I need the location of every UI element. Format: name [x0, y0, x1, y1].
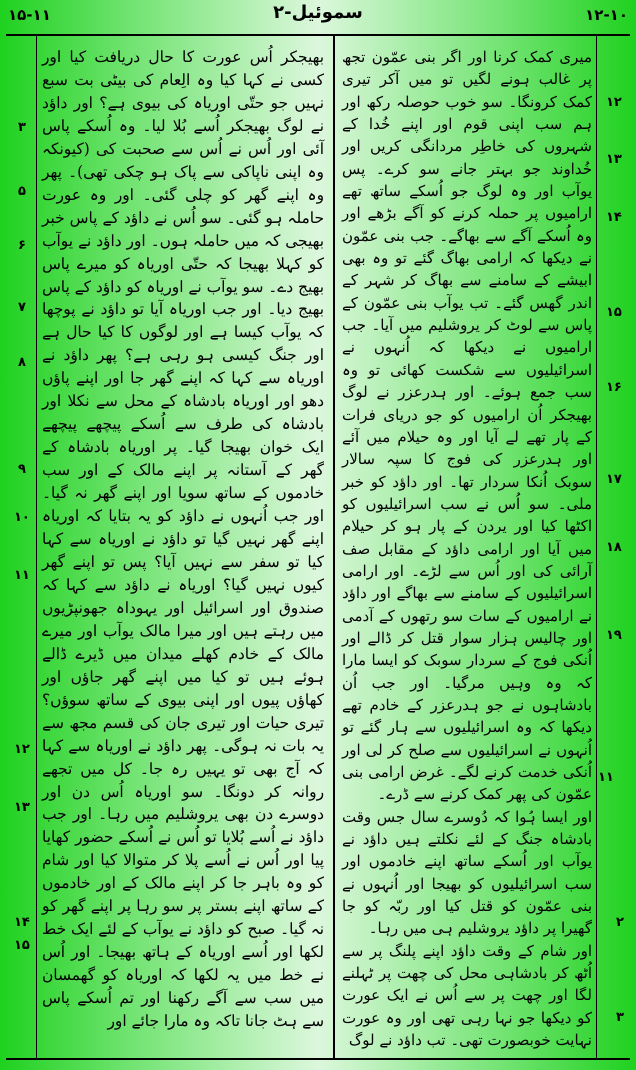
verse-number: ۱۴ — [606, 210, 622, 225]
verse-number: ۱۳ — [606, 152, 622, 167]
verse-number: ۳ — [616, 1010, 624, 1025]
right-text-column — [342, 46, 592, 1051]
footer-rule — [6, 1058, 630, 1060]
header-rule — [6, 34, 630, 36]
verse-number: ۱۶ — [606, 380, 622, 395]
verse-number: ۲ — [616, 915, 624, 930]
verse-number: ۱۹ — [606, 628, 622, 643]
paragraph: اور ایسا ہُوا کہ دُوسرے سال جس وقت بادشاہ جنگ کے لئے نکلتے ہیں داؤد نے یوآب اور اُسکے ساتھ اپنے خادموں اور سب اسرائیلیوں کو بھیجا اور اُنہوں نے بنی عمّون کو قتل کیا اور ربّہ کو جا گھیرا پر داؤد یروشلیم ہی میں رہا۔ — [342, 807, 592, 938]
verse-number: ۸ — [18, 355, 26, 370]
page-header — [0, 0, 636, 38]
book-title: ۲-سموئیل — [273, 2, 363, 23]
verse-number: ۱۱ — [14, 568, 30, 583]
left-text-column — [42, 46, 324, 1033]
chapter-marker: ۱۱ — [598, 770, 614, 785]
verse-number: ۷ — [18, 300, 26, 315]
verse-number: ۱۰ — [14, 510, 30, 525]
paragraph: اور شام کے وقت داؤد اپنے پلنگ پر سے اُٹھ کر بادشاہی محل کی چھت پر ٹہلنے لگا اور چھت پر سے اُس نے ایک عورت کو دیکھا جو نہا رہی تھی اور وہ عورت نہایت خوبصورت تھی۔ تب داؤد نے لوگ — [342, 941, 592, 1050]
verse-number: ۶ — [18, 238, 26, 253]
verse-number: ۱۳ — [14, 800, 30, 815]
paragraph: بھیجکر اُس عورت کا حال دریافت کیا اور کسی نے کہا کیا وہ الِعام کی بیٹی بت سبع نہیں جو حتّی اوریاہ کی بیوی ہے؟ اور داؤد نے لوگ بھیجکر اُسے بُلا لیا۔ وہ اُسکے پاس آئی اور اُس نے اُس سے صحبت کی (کیونکہ وہ اپنی ناپاکی سے پاک ہو چکی تھی)۔ پھر وہ اپنے گھر کو چلی گئی۔ اور وہ عورت حاملہ ہو گئی۔ سو اُس نے داؤد کے پاس خبر بھیجی کہ میں حاملہ ہوں۔ اور داؤد نے یوآب کو کہلا بھیجا کہ حتّی اوریاہ کو میرے پاس بھیج دے۔ سو یوآب نے اوریاہ کو داؤد کے پاس بھیج دیا۔ اور جب اوریاہ آیا تو داؤد نے پوچھا کہ یوآب کیسا ہے اور لوگوں کا کیا حال ہے اور جنگ کیسی ہو رہی ہے؟ پھر داؤد نے اوریاہ سے کہا کہ اپنے گھر جا اور اپنے پاؤں دھو اور اوریاہ بادشاہ کے محل سے نکلا اور بادشاہ کی طرف سے اُسکے پیچھے پیچھے ایک خوان بھیجا گیا۔ پر اوریاہ بادشاہ کے گھر کے آستانہ پر اپنے مالک کے اور سب خادموں کے ساتھ سویا اور اپنے گھر نہ گیا۔ اور جب اُنہوں نے داؤد کو یہ بتایا کہ اوریاہ اپنے گھر نہیں گیا تو داؤد نے اوریاہ سے کہا کیا تو سفر سے نہیں آیا؟ پس تو اپنے گھر کیوں نہیں گیا؟ اوریاہ نے داؤد سے کہا کہ صندوق اور اسرائیل اور یہوداہ جھونپڑیوں میں رہتے ہیں اور میرا مالک یوآب اور میرے مالک کے خادم کھلے میدان میں ڈیرے ڈالے ہوئے ہیں تو کیا میں اپنے گھر جاؤں اور کھاؤں پیوں اور اپنی بیوی کے ساتھ سوؤں؟ تیری حیات اور تیری جان کی قسم مجھ سے یہ بات نہ ہوگی۔ پھر داؤد نے اوریاہ سے کہا کہ آج بھی تو یہیں رہ جا۔ کل میں تجھے روانہ کر دونگا۔ سو اوریاہ اُس دن اور دوسرے دن بھی یروشلیم میں رہا۔ اور جب داؤد نے اُسے بُلایا تو اُس نے اُسکے حضور کھایا پیا اور اُس نے اُسے پلا کر متوالا کیا اور شام کو وہ باہر جا کر اپنے مالک کے اور خادموں کے ساتھ اپنے بستر پر سو رہا پر اپنے گھر کو نہ گیا۔ صبح کو داؤد نے یوآب کے لئے ایک خط لکھا اور اُسے اوریاہ کے ہاتھ بھیجا۔ اور اُس نے خط میں یہ لکھا کہ اوریاہ کو گھمسان میں سب سے آگے رکھنا اور تم اُسکے پاس سے ہٹ جانا تاکہ وہ مارا جائے اور — [42, 48, 324, 1031]
verse-number: ۱۵ — [606, 305, 622, 320]
page-range-left: ۱۵-۱۱ — [8, 6, 51, 24]
verse-number: ۱۲ — [606, 95, 622, 110]
verse-number: ۹ — [18, 462, 26, 477]
verse-number: ۵ — [18, 184, 26, 199]
left-margin-rule — [36, 36, 37, 1058]
verse-number: ۱۲ — [14, 742, 30, 757]
column-divider — [333, 36, 335, 1058]
verse-number: ۳ — [18, 120, 26, 135]
paragraph: میری کمک کرنا اور اگر بنی عمّون تجھ پر غالب ہونے لگیں تو میں آکر تیری کمک کرونگا۔ سو خوب حوصلہ رکھ اور ہم سب اپنی قوم اور اپنے خُدا کے شہروں کی خاطِر مردانگی کریں اور خُداوند جو بہتر جانے سو کرے۔ پس یوآب اور وہ لوگ جو اُسکے ساتھ تھے ارامیوں پر حملہ کرنے کو آگے بڑھے اور وہ اُسکے آگے سے بھاگے۔ جب بنی عمّون نے دیکھا کہ ارامی بھاگ گئے تو وہ بھی ابیشے کے سامنے سے بھاگ کر شہر کے اندر گھس گئے۔ تب یوآب بنی عمّون کے پاس سے لوٹ کر یروشلیم میں آیا۔ جب ارامیوں نے دیکھا کہ اُنہوں نے اسرائیلیوں سے شکست کھائی تو وہ سب جمع ہوئے۔ اور ہدرعزر نے لوگ بھیجکر اُن ارامیوں کو جو دریای فرات کے پار تھے لے آیا اور وہ حیلام میں آئے اور ہدرعزر کی فوج کا سپہ سالار سوبک اُنکا سردار تھا۔ اور داؤد کو خبر ملی۔ سو اُس نے سب اسرائیلیوں کو اکٹھا کیا اور یردن کے پار ہو کر حیلام میں آیا اور ارامی داؤد کے مقابل صف آرائی کی اور اُس سے لڑے۔ اور ارامی اسرائیلیوں کے سامنے سے بھاگے اور داؤد نے ارامیوں کے سات سو رتھوں کے آدمی اور چالیس ہزار سوار قتل کر ڈالے اور اُنکی فوج کے سردار سوبک کو ایسا مارا کہ وہ وہیں مرگیا۔ اور جب اُن بادشاہوں نے جو ہدرعزر کے خادم تھے دیکھا کہ وہ اسرائیلیوں سے ہار گئے تو اُنہوں نے اسرائیلیوں سے صلح کر لی اور اُنکی خدمت کرنے لگے۔ غرض ارامی بنی عمّون کی پھر کمک کرنے سے ڈرے۔ — [342, 48, 592, 804]
verse-number: ۱۴ — [14, 915, 30, 930]
right-margin-rule — [596, 36, 597, 1058]
verse-number: ۱۵ — [14, 938, 30, 953]
verse-number: ۱۸ — [606, 540, 622, 555]
verse-number: ۱۷ — [606, 472, 622, 487]
page-range-right: ۱۲-۱۰ — [585, 6, 628, 24]
